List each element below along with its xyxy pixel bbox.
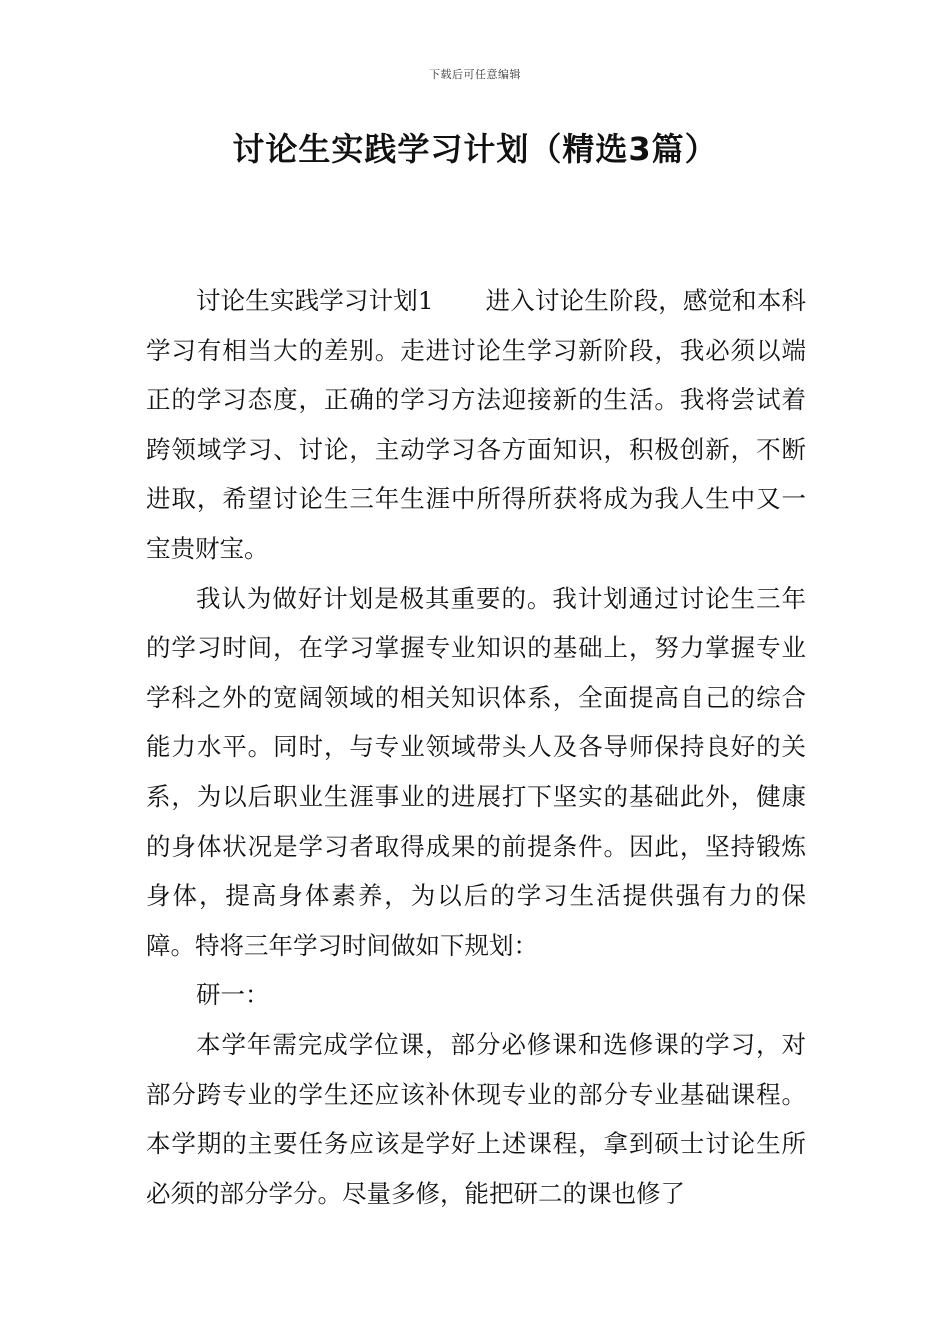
header-note: 下载后可任意编辑 [429, 68, 521, 81]
paragraph-3: 研一： [196, 980, 270, 1010]
paragraph-1-text: 进入讨论生阶段，感觉和本科学习有相当大的差别。走进讨论生学习新阶段，我必须以端正的学习态度，正确的学习方法迎接新的生活。我将尝试着跨领域学习、讨论，主动学习各方面知识，积极创新，不断进取，希望讨论生三年生涯中所得所获将成为我人生中又一宝贵财宝。 [146, 286, 806, 563]
section-heading: 讨论生实践学习计划1 [196, 286, 434, 315]
paragraph-4: 本学年需完成学位课，部分必修课和选修课的学习，对部分跨专业的学生还应该补休现专业的部分专业基础课程。本学期的主要任务应该是学好上述课程，拿到硕士讨论生所必须的部分学分。尽量多修，能把研二的课也修了 [146, 1029, 806, 1208]
document-body [146, 276, 806, 1218]
paragraph-2: 我认为做好计划是极其重要的。我计划通过讨论生三年的学习时间，在学习掌握专业知识的基础上，努力掌握专业学科之外的宽阔领域的相关知识体系，全面提高自己的综合能力水平。同时，与专业领域带头人及各导师保持良好的关系，为以后职业生涯事业的进展打下坚实的基础此外，健康的身体状况是学习者取得成果的前提条件。因此，坚持锻炼身体，提高身体素养，为以后的学习生活提供强有力的保障。特将三年学习时间做如下规划： [146, 583, 806, 960]
document-title: 讨论生实践学习计划（精选3篇） [232, 130, 718, 168]
paragraph-1 [146, 276, 806, 574]
